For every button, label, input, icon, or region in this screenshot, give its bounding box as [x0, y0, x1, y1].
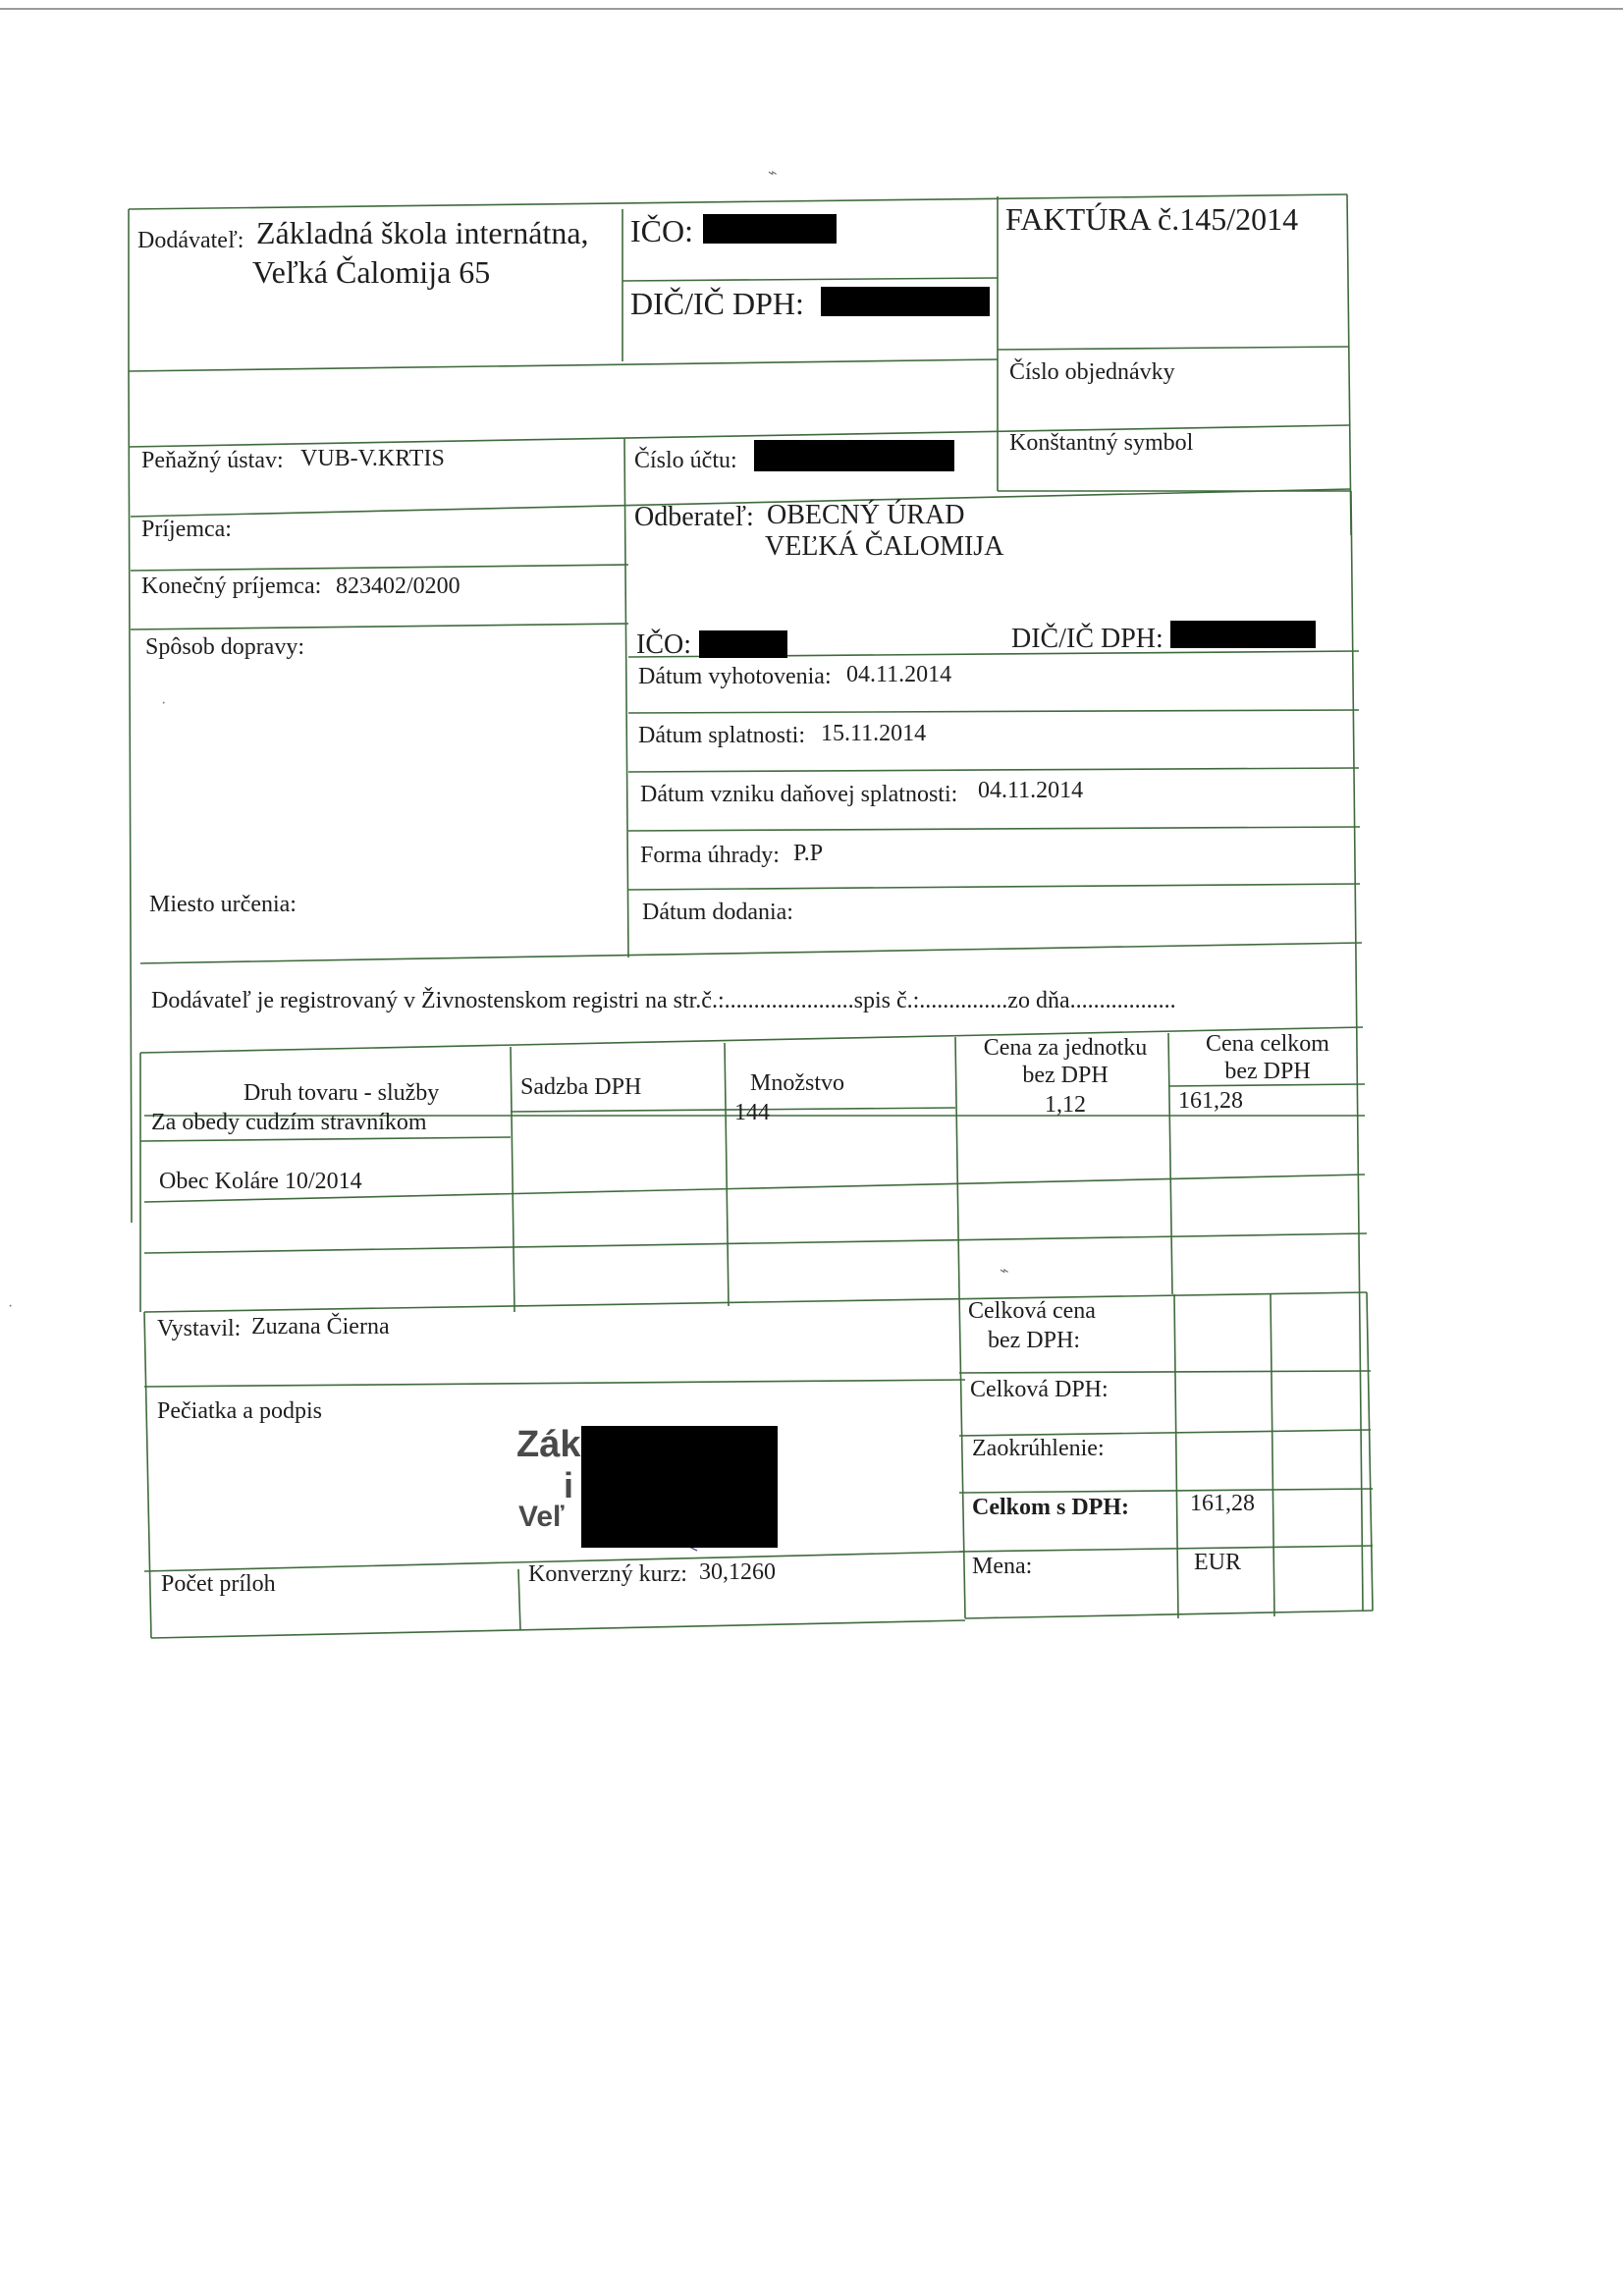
header-goods: Druh tovaru - služby [243, 1080, 440, 1106]
header-total-line2: bez DPH [1224, 1059, 1311, 1084]
issued-by-value: Zuzana Čierna [251, 1314, 390, 1339]
transport-label: Spôsob dopravy: [145, 634, 304, 660]
customer-ico-label: IČO: [636, 629, 691, 660]
stamp-fragment-1: Zák [516, 1424, 581, 1465]
summary-total-no-vat-line2: bez DPH: [988, 1328, 1080, 1353]
summary-rounding-label: Zaokrúhlenie: [972, 1436, 1105, 1461]
destination-label: Miesto určenia: [149, 892, 297, 917]
due-date-value: 15.11.2014 [821, 721, 927, 746]
customer-label: Odberateľ: [634, 502, 754, 532]
supplier-name-line1: Základná škola internátna, [256, 215, 589, 250]
issue-date-value: 04.11.2014 [846, 662, 952, 687]
redacted-stamp-area [581, 1426, 778, 1548]
customer-dic-label: DIČ/IČ DPH: [1011, 624, 1163, 654]
tax-point-date-label: Dátum vzniku daňovej splatnosti: [640, 782, 958, 807]
stamp-fragment-3: Veľ [518, 1501, 565, 1533]
header-total-line1: Cena celkom [1206, 1031, 1329, 1057]
stamp-signature-label: Pečiatka a podpis [157, 1398, 322, 1424]
supplier-ico-label: IČO: [630, 213, 693, 248]
supplier-label: Dodávateľ: [137, 228, 244, 253]
account-label: Číslo účtu: [634, 448, 737, 473]
recipient-label: Príjemca: [141, 517, 232, 542]
redacted-account-number [754, 440, 954, 471]
header-vat-rate: Sadzba DPH [520, 1074, 642, 1100]
summary-total-vat-label: Celková DPH: [970, 1377, 1109, 1402]
redacted-customer-dic [1170, 621, 1316, 648]
header-unit-price-line1: Cena za jednotku [983, 1035, 1148, 1061]
summary-total-no-vat-line1: Celková cena [968, 1298, 1096, 1324]
bank-label: Peňažný ústav: [141, 448, 284, 473]
conversion-value: 30,1260 [699, 1559, 776, 1585]
header-quantity: Množstvo [750, 1070, 844, 1096]
final-recipient-value: 823402/0200 [336, 574, 460, 599]
row1-goods: Za obedy cudzím stravníkom [151, 1110, 427, 1135]
customer-name-line2: VEĽKÁ ČALOMIJA [765, 531, 1004, 562]
delivery-date-label: Dátum dodania: [642, 900, 793, 925]
payment-form-label: Forma úhrady: [640, 843, 780, 868]
order-number-label: Číslo objednávky [1009, 359, 1175, 385]
row1-quantity: 144 [734, 1100, 770, 1125]
row1-total: 161,28 [1178, 1088, 1243, 1114]
constant-symbol-label: Konštantný symbol [1009, 430, 1194, 456]
invoice-title: FAKTÚRA č.145/2014 [1005, 201, 1299, 237]
currency-value: EUR [1194, 1550, 1241, 1575]
scan-speck: · [8, 1298, 14, 1315]
due-date-label: Dátum splatnosti: [638, 723, 805, 748]
conversion-label: Konverzný kurz: [528, 1561, 687, 1587]
redacted-supplier-dic [821, 287, 990, 316]
stamp-fragment-2: i [564, 1465, 574, 1505]
payment-form-value: P.P [793, 841, 824, 866]
scan-speck: · [161, 695, 167, 712]
attachments-label: Počet príloh [161, 1571, 276, 1597]
final-recipient-label: Konečný príjemca: [141, 574, 322, 599]
tax-point-date-value: 04.11.2014 [978, 778, 1084, 803]
summary-total-with-vat-label: Celkom s DPH: [972, 1495, 1129, 1520]
scan-speck: ⌁ [1000, 1263, 1009, 1280]
scan-speck: ⌁ [768, 165, 778, 182]
bank-value: VUB-V.KRTIS [300, 446, 445, 471]
row2-goods: Obec Koláre 10/2014 [159, 1169, 362, 1194]
redacted-supplier-ico [703, 214, 837, 244]
redacted-customer-ico [699, 630, 787, 658]
supplier-name-line2: Veľká Čalomija 65 [252, 254, 491, 290]
issued-by-label: Vystavil: [157, 1316, 242, 1341]
issue-date-label: Dátum vyhotovenia: [638, 664, 832, 689]
customer-name-line1: OBECNÝ ÚRAD [767, 500, 965, 530]
supplier-dic-label: DIČ/IČ DPH: [630, 286, 804, 321]
registration-text: Dodávateľ je registrovaný v Živnostenskom registri na str.č.:......................spis č.:...............zo dňa.................. [151, 988, 1176, 1013]
header-unit-price-line2: bez DPH [1022, 1063, 1109, 1088]
summary-total-with-vat-value: 161,28 [1190, 1491, 1255, 1516]
row1-unit-price: 1,12 [1045, 1092, 1086, 1118]
currency-label: Mena: [972, 1554, 1033, 1579]
